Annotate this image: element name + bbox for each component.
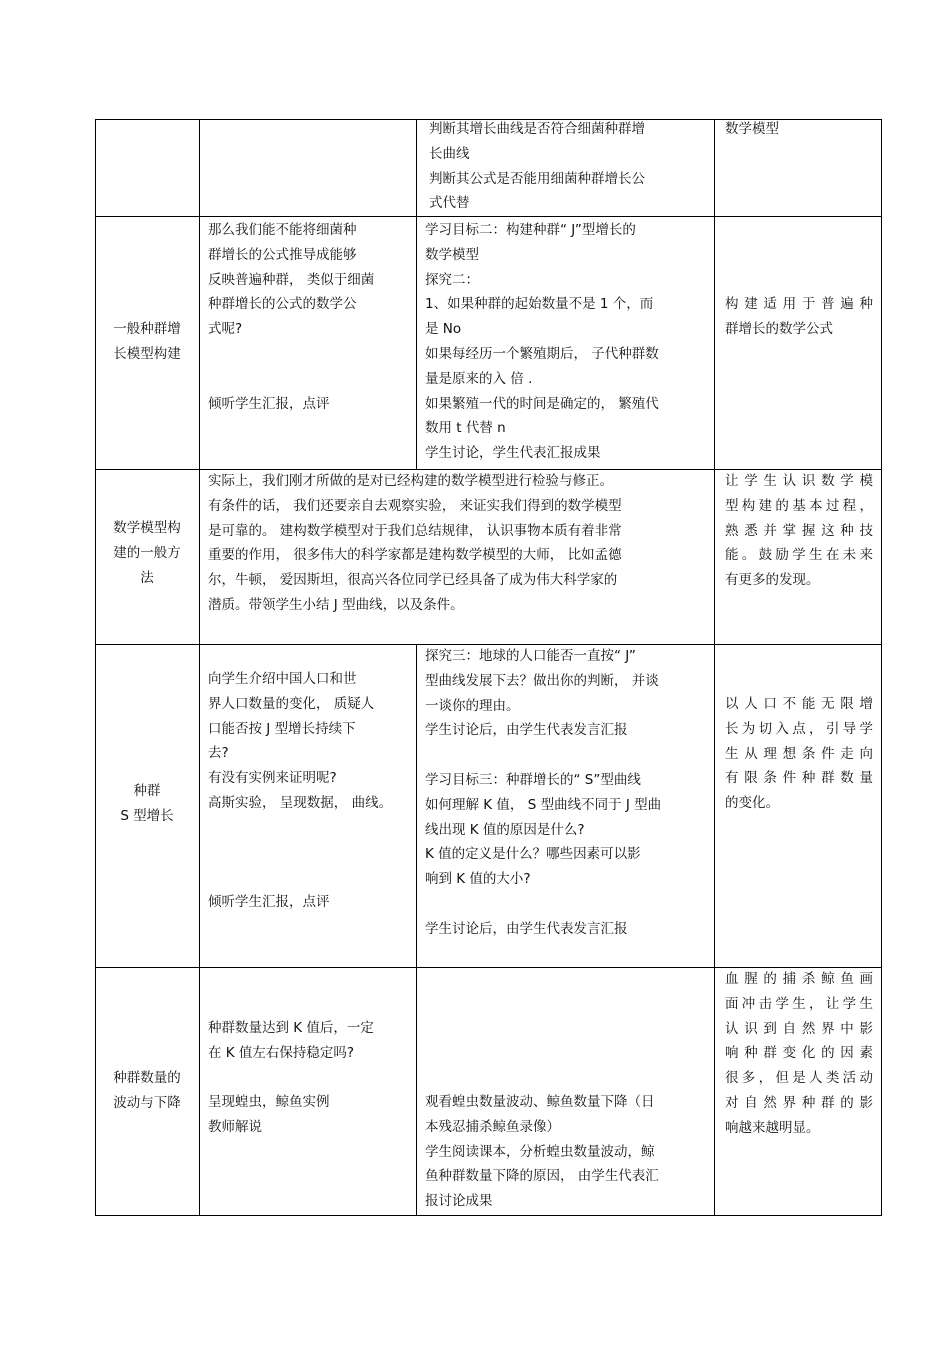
text-line: 长模型构建 bbox=[113, 345, 181, 362]
text-line: 数学模型构 bbox=[113, 520, 181, 536]
column-divider-2-upper bbox=[416, 119, 417, 469]
row3-design-intent bbox=[725, 469, 873, 593]
text-line: K 值的定义是什么？哪些因素可以影 bbox=[425, 846, 641, 863]
text-line: 有没有实例来证明呢? bbox=[208, 770, 337, 787]
text-line: 呈现蝗虫，鲸鱼实例 bbox=[208, 1094, 330, 1111]
table-border-bottom bbox=[95, 1215, 882, 1216]
text-line: 熟悉并掌握这种技 bbox=[725, 522, 873, 539]
text-line: 有限条件种群数量 bbox=[725, 770, 873, 787]
row4-design-intent bbox=[725, 692, 873, 816]
text-line: 倾听学生汇报，点评 bbox=[208, 395, 330, 412]
text-line: 观看蝗虫数量波动、鲸鱼数量下降（日 bbox=[425, 1094, 655, 1110]
text-line: 型曲线发展下去？做出你的判断， 并谈 bbox=[425, 672, 659, 689]
text-line bbox=[425, 743, 710, 768]
text-line: 学生阅读课本，分析蝗虫数量波动，鲸 bbox=[425, 1143, 655, 1160]
text-line: 生从理想条件走向 bbox=[725, 745, 873, 762]
text-line: 数用 t 代替 n bbox=[425, 420, 506, 437]
text-line: 潜质。带领学生小结 J 型曲线，以及条件。 bbox=[208, 596, 464, 613]
row2-stage-label bbox=[99, 317, 195, 367]
text-line: 式代替 bbox=[429, 195, 470, 212]
text-line: 是可靠的。 建构数学模型对于我们总结规律， 认识事物本质有着非常 bbox=[208, 522, 622, 539]
text-line: 一般种群增 bbox=[113, 321, 181, 337]
text-line bbox=[208, 342, 413, 367]
column-divider-3 bbox=[714, 119, 715, 1216]
text-line bbox=[208, 1066, 413, 1091]
text-line: 数学模型 bbox=[425, 246, 479, 263]
text-line: 1、如果种群的起始数量不是 1 个，而 bbox=[425, 296, 654, 313]
text-line: 对自然界种群的影 bbox=[725, 1094, 873, 1111]
text-line: 如果每经历一个繁殖期后， 子代种群数 bbox=[425, 345, 659, 362]
text-line: 学生讨论，学生代表汇报成果 bbox=[425, 445, 601, 462]
text-line: 鱼种群数量下降的原因， 由学生代表汇 bbox=[425, 1168, 659, 1185]
table-border-right bbox=[881, 119, 882, 1216]
row4-teacher-activity bbox=[208, 667, 413, 915]
text-line: 学生讨论后，由学生代表发言汇报 bbox=[425, 920, 628, 937]
text-line: 很多，但是人类活动 bbox=[725, 1070, 873, 1087]
row2-student-activity bbox=[425, 218, 710, 466]
row5-teacher-activity bbox=[208, 1016, 413, 1140]
text-line bbox=[208, 816, 413, 841]
text-line: 教师解说 bbox=[208, 1119, 262, 1136]
text-line: 报讨论成果 bbox=[425, 1193, 493, 1210]
text-line: 响种群变化的因素 bbox=[725, 1045, 873, 1062]
text-line: 有条件的话， 我们还要亲自去观察实验， 来证实我们得到的数学模型 bbox=[208, 497, 622, 514]
text-line: 学习目标三：种群增长的“ S”型曲线 bbox=[425, 771, 641, 788]
text-line: 让学生认识数学模 bbox=[725, 473, 873, 489]
row3-stage-label bbox=[99, 516, 195, 590]
text-line: 能。鼓励学生在未来 bbox=[725, 547, 873, 564]
text-line bbox=[425, 892, 710, 917]
text-line bbox=[208, 367, 413, 392]
row1-design-intent bbox=[725, 117, 875, 142]
text-line: 实际上，我们刚才所做的是对已经构建的数学模型进行检验与修正。 bbox=[208, 473, 613, 489]
text-line: 的变化。 bbox=[725, 795, 779, 812]
text-line: 尔，牛顿， 爱因斯坦，很高兴各位同学已经具备了成为伟大科学家的 bbox=[208, 572, 618, 589]
text-line: 认识到自然界中影 bbox=[725, 1020, 873, 1037]
text-line: 探究三：地球的人口能否一直按“ J” bbox=[425, 648, 636, 664]
row2-design-intent bbox=[725, 292, 873, 342]
text-line: 那么我们能不能将细菌种 bbox=[208, 222, 357, 238]
text-line: 判断其增长曲线是否符合细菌种群增 bbox=[429, 121, 645, 137]
text-line: 数学模型 bbox=[725, 121, 779, 137]
text-line: 长曲线 bbox=[429, 145, 470, 162]
text-line: 群增长的数学公式 bbox=[725, 320, 833, 337]
text-line: 判断其公式是否能用细菌种群增长公 bbox=[429, 170, 645, 187]
row3-merged-activity bbox=[208, 469, 708, 618]
text-line: 法 bbox=[140, 569, 154, 586]
text-line: 响越来越明显。 bbox=[725, 1119, 820, 1136]
row5-student-activity bbox=[425, 1090, 710, 1214]
text-line: 有更多的发现。 bbox=[725, 572, 820, 589]
column-divider-2-lower bbox=[416, 644, 417, 1216]
lesson-plan-table bbox=[95, 119, 882, 1216]
row5-stage-label bbox=[99, 1066, 195, 1116]
text-line: 种群数量达到 K 值后，一定 bbox=[208, 1020, 374, 1036]
text-line: 学习目标二：构建种群“ J”型增长的 bbox=[425, 222, 636, 238]
text-line: S 型增长 bbox=[120, 807, 174, 824]
text-line: 以人口不能无限增 bbox=[725, 696, 873, 712]
column-divider-1 bbox=[199, 119, 200, 1216]
text-line: 向学生介绍中国人口和世 bbox=[208, 671, 357, 687]
text-line: 重要的作用， 很多伟大的科学家都是建构数学模型的大师， 比如孟德 bbox=[208, 547, 622, 564]
text-line: 种群数量的 bbox=[113, 1070, 181, 1086]
row5-design-intent bbox=[725, 967, 873, 1141]
text-line: 是 No bbox=[425, 321, 462, 338]
text-line: 种群增长的公式的数学公 bbox=[208, 296, 357, 313]
text-line: 型构建的基本过程， bbox=[725, 497, 873, 514]
text-line: 高斯实验， 呈现数据， 曲线。 bbox=[208, 794, 393, 811]
text-line: 一谈你的理由。 bbox=[425, 697, 520, 714]
row4-student-activity bbox=[425, 644, 710, 942]
text-line: 本残忍捕杀鲸鱼录像） bbox=[425, 1118, 560, 1135]
text-line: 去? bbox=[208, 745, 229, 762]
text-line bbox=[208, 841, 413, 866]
text-line: 群增长的公式推导成能够 bbox=[208, 246, 357, 263]
row1-student-activity bbox=[429, 117, 707, 216]
text-line: 口能否按 J 型增长持续下 bbox=[208, 720, 356, 737]
text-line: 量是原来的入 倍 . bbox=[425, 370, 533, 387]
text-line: 倾听学生汇报，点评 bbox=[208, 894, 330, 911]
text-line: 响到 K 值的大小? bbox=[425, 871, 531, 888]
text-line: 学生讨论后，由学生代表发言汇报 bbox=[425, 722, 628, 739]
text-line: 反映普遍种群， 类似于细菌 bbox=[208, 271, 375, 288]
text-line: 如果繁殖一代的时间是确定的， 繁殖代 bbox=[425, 395, 659, 412]
text-line: 线出现 K 值的原因是什么? bbox=[425, 821, 585, 838]
text-line: 种群 bbox=[133, 783, 161, 799]
text-line: 构建适用于普遍种 bbox=[725, 296, 873, 312]
text-line bbox=[208, 865, 413, 890]
text-line: 界人口数量的变化， 质疑人 bbox=[208, 695, 375, 712]
text-line: 如何理解 K 值， S 型曲线不同于 J 型曲 bbox=[425, 796, 662, 813]
text-line: 式呢? bbox=[208, 321, 243, 338]
row2-teacher-activity bbox=[208, 218, 413, 416]
text-line: 探究二： bbox=[425, 271, 479, 288]
text-line: 面冲击学生，让学生 bbox=[725, 995, 873, 1012]
row4-stage-label bbox=[99, 779, 195, 829]
text-line: 血腥的捕杀鲸鱼画 bbox=[725, 971, 873, 987]
text-line: 在 K 值左右保持稳定吗? bbox=[208, 1044, 355, 1061]
text-line: 建的一般方 bbox=[113, 544, 181, 561]
text-line: 波动与下降 bbox=[113, 1094, 181, 1111]
text-line: 长为切入点，引导学 bbox=[725, 720, 873, 737]
table-border-left bbox=[95, 119, 96, 1216]
